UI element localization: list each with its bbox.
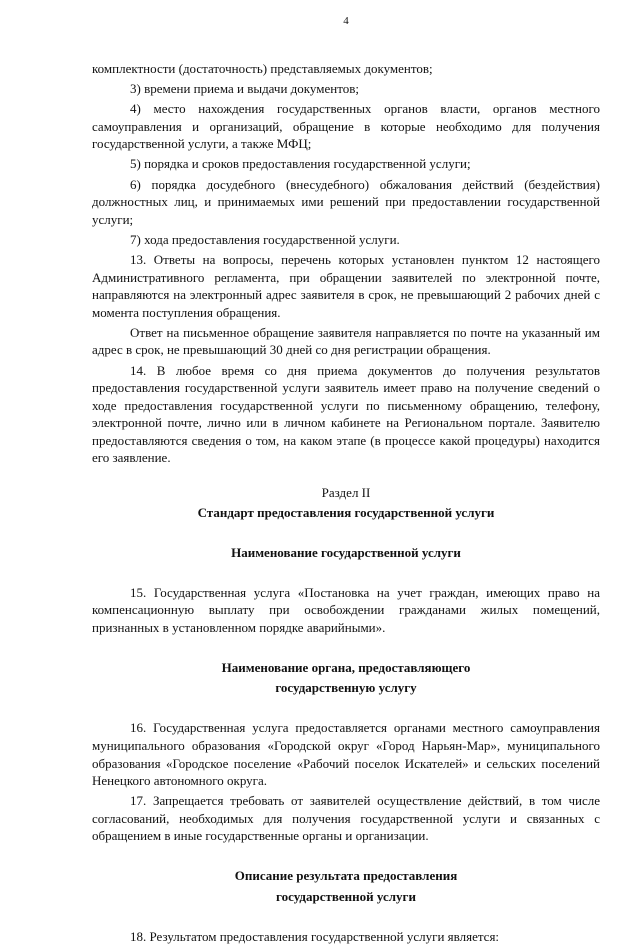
heading-service-name: Наименование государственной услуги <box>231 544 461 560</box>
section-label: Раздел II <box>321 484 371 500</box>
paragraph: 16. Государственная услуга предоставляется органами местного самоуправления муниципального образования «Городской округ «Город Нарьян-Мар», муниципального образования «Городское поселение «Рабочий поселок Искателей» и сельских поселений Ненецкого автономного округа. <box>92 720 600 789</box>
heading-result-line1: Описание результата предоставления <box>234 868 458 884</box>
paragraph: 14. В любое время со дня приема документов до получения результатов предоставления государственной услуги заявитель имеет право на получение сведений о ходе предоставления государственной услуги по письменному обращению, телефону, электронной почте, лично или в личном кабинете на Региональном портале. Заявителю предоставляются сведения о том, на каком этапе (в процессе какой процедуры) находится его заявление. <box>92 362 600 466</box>
heading-authority-line2: государственную услугу <box>275 680 417 696</box>
paragraph: 6) порядка досудебного (внесудебного) обжалования действий (бездействия) должностных лиц, и принимаемых ими решений при предоставлении государственной услуги; <box>92 176 600 227</box>
heading-result-line2: государственной услуги <box>276 888 416 904</box>
paragraph: 5) порядка и сроков предоставления государственной услуги; <box>130 156 471 172</box>
paragraph: 4) место нахождения государственных органов власти, органов местного самоуправления и организаций, обращение в которые необходимо для получения государственной услуги, а также МФЦ; <box>92 101 600 152</box>
section-title: Стандарт предоставления государственной услуги <box>197 504 495 520</box>
paragraph: 15. Государственная услуга «Постановка на учет граждан, имеющих право на компенсационную выплату при освобождении гражданами жилых помещений, признанных в установленном порядке аварийными». <box>92 584 600 636</box>
paragraph: комплектности (достаточность) представляемых документов; <box>92 61 433 76</box>
paragraph: 3) времени приема и выдачи документов; <box>130 81 359 97</box>
page-number: 4 <box>343 15 349 27</box>
heading-authority-line1: Наименование органа, предоставляющего <box>221 660 471 676</box>
paragraph: 18. Результатом предоставления государственной услуги является: <box>130 928 500 944</box>
paragraph: Ответ на письменное обращение заявителя направляется по почте на указанный им адрес в срок, не превышающий 30 дней со дня регистрации обращения. <box>92 324 600 358</box>
paragraph: 13. Ответы на вопросы, перечень которых установлен пунктом 12 настоящего Административного регламента, при обращении заявителей по электронной почте, направляются на электронный адрес заявителя в срок, не превышающий 2 рабочих дней с момента поступления обращения. <box>92 251 600 320</box>
paragraph: 17. Запрещается требовать от заявителей осуществление действий, в том числе согласований, необходимых для получения государственной услуги и связанных с обращением в иные государственные органы и организации. <box>92 793 600 844</box>
paragraph: 7) хода предоставления государственной услуги. <box>130 231 400 247</box>
